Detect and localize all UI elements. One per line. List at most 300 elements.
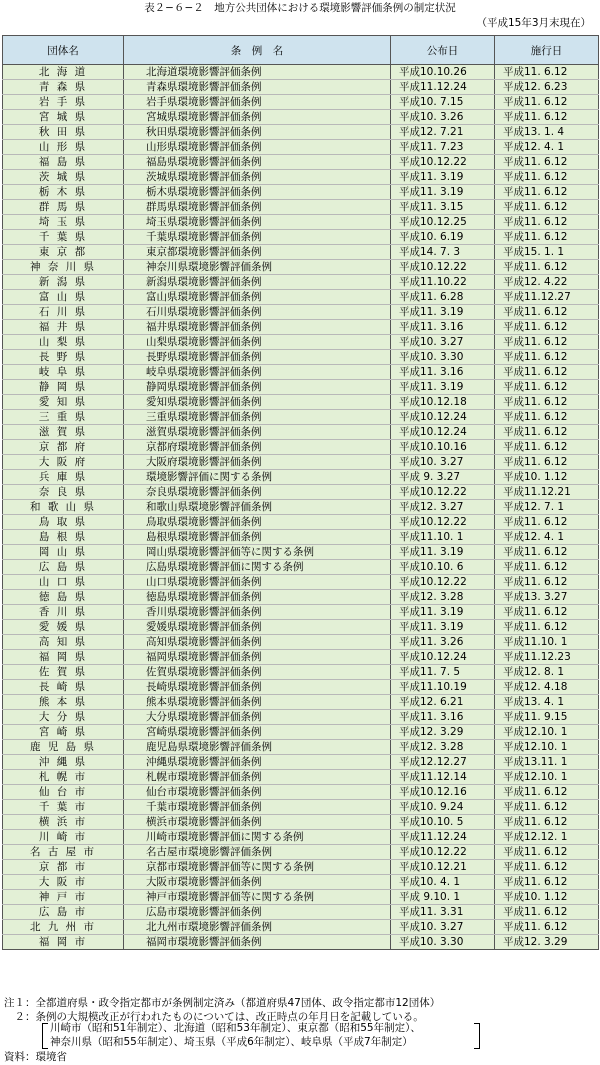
enforcement-date-cell: 平成12. 4.18 (495, 680, 599, 695)
ordinance-name-cell: 大分県環境影響評価条例 (124, 710, 391, 725)
entity-name-cell: 富 山 県 (3, 290, 124, 305)
table-row (3, 215, 599, 230)
entity-name-cell: 北 九 州 市 (3, 920, 124, 935)
enforcement-date-cell: 平成10. 1.12 (495, 470, 599, 485)
ordinance-name-cell: 奈良県環境影響評価条例 (124, 485, 391, 500)
column-header-entity: 団体名 (3, 36, 124, 65)
ordinance-name-cell: 沖縄県環境影響評価条例 (124, 755, 391, 770)
ordinance-name-cell: 富山県環境影響評価条例 (124, 290, 391, 305)
enforcement-date-cell: 平成11. 6.12 (495, 410, 599, 425)
ordinance-name-cell: 鳥取県環境影響評価条例 (124, 515, 391, 530)
enforcement-date-cell: 平成11. 6.12 (495, 185, 599, 200)
enforcement-date-cell: 平成11. 6.12 (495, 305, 599, 320)
entity-name-cell: 名 古 屋 市 (3, 845, 124, 860)
table-row (3, 665, 599, 680)
table-row (3, 605, 599, 620)
promulgation-date-cell: 平成10.12.22 (391, 260, 495, 275)
entity-name-cell: 京 都 市 (3, 860, 124, 875)
promulgation-date-cell: 平成10. 4. 1 (391, 875, 495, 890)
table-row (3, 365, 599, 380)
ordinance-name-cell: 新潟県環境影響評価条例 (124, 275, 391, 290)
promulgation-date-cell: 平成10. 3.27 (391, 920, 495, 935)
entity-name-cell: 島 根 県 (3, 530, 124, 545)
note-bracket (42, 1022, 480, 1049)
enforcement-date-cell: 平成11. 6.12 (495, 515, 599, 530)
enforcement-date-cell: 平成12. 7. 1 (495, 500, 599, 515)
ordinance-name-cell: 秋田県環境影響評価条例 (124, 125, 391, 140)
enforcement-date-cell: 平成11. 6.12 (495, 620, 599, 635)
entity-name-cell: 山 形 県 (3, 140, 124, 155)
enforcement-date-cell: 平成11. 6.12 (495, 365, 599, 380)
promulgation-date-cell: 平成12. 7.21 (391, 125, 495, 140)
entity-name-cell: 岐 阜 県 (3, 365, 124, 380)
ordinance-name-cell: 福井県環境影響評価条例 (124, 320, 391, 335)
enforcement-date-cell: 平成11. 6.12 (495, 785, 599, 800)
entity-name-cell: 横 浜 市 (3, 815, 124, 830)
entity-name-cell: 長 野 県 (3, 350, 124, 365)
table-row (3, 245, 599, 260)
table-row (3, 515, 599, 530)
table-row (3, 710, 599, 725)
enforcement-date-cell: 平成11. 6.12 (495, 395, 599, 410)
table-row (3, 725, 599, 740)
entity-name-cell: 神 奈 川 県 (3, 260, 124, 275)
ordinance-name-cell: 川崎市環境影響評価に関する条例 (124, 830, 391, 845)
entity-name-cell: 奈 良 県 (3, 485, 124, 500)
ordinance-name-cell: 札幌市環境影響評価条例 (124, 770, 391, 785)
entity-name-cell: 東 京 都 (3, 245, 124, 260)
promulgation-date-cell: 平成10.10. 5 (391, 815, 495, 830)
entity-name-cell: 三 重 県 (3, 410, 124, 425)
table-row (3, 155, 599, 170)
ordinance-name-cell: 熊本県環境影響評価条例 (124, 695, 391, 710)
table-row (3, 920, 599, 935)
promulgation-date-cell: 平成10. 3.27 (391, 455, 495, 470)
promulgation-date-cell: 平成11. 3.31 (391, 905, 495, 920)
ordinance-name-cell: 徳島県環境影響評価条例 (124, 590, 391, 605)
enforcement-date-cell: 平成11. 6.12 (495, 800, 599, 815)
table-row (3, 500, 599, 515)
table-row (3, 440, 599, 455)
source-note: 資料：環境省 (4, 1051, 67, 1063)
promulgation-date-cell: 平成11. 3.19 (391, 305, 495, 320)
promulgation-date-cell: 平成10. 3.26 (391, 110, 495, 125)
enforcement-date-cell: 平成11. 6.12 (495, 95, 599, 110)
table-row (3, 545, 599, 560)
enforcement-date-cell: 平成13. 3.27 (495, 590, 599, 605)
enforcement-date-cell: 平成12.12. 1 (495, 830, 599, 845)
table-row (3, 860, 599, 875)
promulgation-date-cell: 平成10.12.24 (391, 650, 495, 665)
entity-name-cell: 山 梨 県 (3, 335, 124, 350)
enforcement-date-cell: 平成11. 6.12 (495, 860, 599, 875)
entity-name-cell: 高 知 県 (3, 635, 124, 650)
enforcement-date-cell: 平成11.12.21 (495, 485, 599, 500)
enforcement-date-cell: 平成11. 6.12 (495, 455, 599, 470)
entity-name-cell: 大 阪 府 (3, 455, 124, 470)
ordinance-name-cell: 岡山県環境影響評価等に関する条例 (124, 545, 391, 560)
enforcement-date-cell: 平成10. 1.12 (495, 890, 599, 905)
table-row (3, 530, 599, 545)
enforcement-date-cell: 平成11.12.27 (495, 290, 599, 305)
ordinance-name-cell: 北海道環境影響評価条例 (124, 65, 391, 80)
table-row (3, 110, 599, 125)
table-row (3, 755, 599, 770)
ordinance-name-cell: 長野県環境影響評価条例 (124, 350, 391, 365)
promulgation-date-cell: 平成 9. 3.27 (391, 470, 495, 485)
enforcement-date-cell: 平成13. 4. 1 (495, 695, 599, 710)
promulgation-date-cell: 平成11. 3.19 (391, 620, 495, 635)
ordinance-name-cell: 和歌山県環境影響評価条例 (124, 500, 391, 515)
entity-name-cell: 和 歌 山 県 (3, 500, 124, 515)
entity-name-cell: 兵 庫 県 (3, 470, 124, 485)
table-row (3, 125, 599, 140)
note-1: 注１：全都道府県・政令指定都市が条例制定済み（都道府県47団体、政令指定都市12団体） (4, 997, 441, 1009)
entity-name-cell: 長 崎 県 (3, 680, 124, 695)
ordinance-name-cell: 栃木県環境影響評価条例 (124, 185, 391, 200)
enforcement-date-cell: 平成11. 6.12 (495, 155, 599, 170)
enforcement-date-cell: 平成11. 6.12 (495, 560, 599, 575)
ordinance-name-cell: 仙台市環境影響評価条例 (124, 785, 391, 800)
promulgation-date-cell: 平成10. 9.24 (391, 800, 495, 815)
left-bracket (42, 1023, 48, 1049)
promulgation-date-cell: 平成11.10.22 (391, 275, 495, 290)
table-row (3, 350, 599, 365)
entity-name-cell: 埼 玉 県 (3, 215, 124, 230)
ordinance-name-cell: 広島県環境影響評価に関する条例 (124, 560, 391, 575)
enforcement-date-cell: 平成11. 6.12 (495, 350, 599, 365)
entity-name-cell: 福 岡 県 (3, 650, 124, 665)
entity-name-cell: 大 分 県 (3, 710, 124, 725)
enforcement-date-cell: 平成11. 6.12 (495, 110, 599, 125)
promulgation-date-cell: 平成11. 3.16 (391, 320, 495, 335)
entity-name-cell: 香 川 県 (3, 605, 124, 620)
table-row (3, 455, 599, 470)
ordinance-name-cell: 青森県環境影響評価条例 (124, 80, 391, 95)
table-row (3, 380, 599, 395)
entity-name-cell: 広 島 市 (3, 905, 124, 920)
table-row (3, 905, 599, 920)
entity-name-cell: 鹿 児 島 県 (3, 740, 124, 755)
ordinance-name-cell: 長崎県環境影響評価条例 (124, 680, 391, 695)
enforcement-date-cell: 平成11. 6.12 (495, 905, 599, 920)
enforcement-date-cell: 平成11.12.23 (495, 650, 599, 665)
entity-name-cell: 川 崎 市 (3, 830, 124, 845)
ordinance-name-cell: 広島市環境影響評価条例 (124, 905, 391, 920)
entity-name-cell: 青 森 県 (3, 80, 124, 95)
promulgation-date-cell: 平成11.12.14 (391, 770, 495, 785)
table-row (3, 650, 599, 665)
entity-name-cell: 新 潟 県 (3, 275, 124, 290)
ordinance-name-cell: 東京都環境影響評価条例 (124, 245, 391, 260)
entity-name-cell: 神 戸 市 (3, 890, 124, 905)
promulgation-date-cell: 平成10.10.26 (391, 65, 495, 80)
table-body (3, 65, 599, 950)
table-row (3, 200, 599, 215)
promulgation-date-cell: 平成12.12.27 (391, 755, 495, 770)
table-row (3, 170, 599, 185)
entity-name-cell: 静 岡 県 (3, 380, 124, 395)
entity-name-cell: 岡 山 県 (3, 545, 124, 560)
enforcement-date-cell: 平成11. 6.12 (495, 335, 599, 350)
enforcement-date-cell: 平成12. 4.22 (495, 275, 599, 290)
table-row (3, 770, 599, 785)
entity-name-cell: 宮 崎 県 (3, 725, 124, 740)
ordinance-name-cell: 愛媛県環境影響評価条例 (124, 620, 391, 635)
ordinance-name-cell: 京都府環境影響評価条例 (124, 440, 391, 455)
enforcement-date-cell: 平成11. 6.12 (495, 380, 599, 395)
entity-name-cell: 岩 手 県 (3, 95, 124, 110)
promulgation-date-cell: 平成10. 7.15 (391, 95, 495, 110)
ordinance-name-cell: 山梨県環境影響評価条例 (124, 335, 391, 350)
ordinance-name-cell: 埼玉県環境影響評価条例 (124, 215, 391, 230)
entity-name-cell: 茨 城 県 (3, 170, 124, 185)
table-row (3, 80, 599, 95)
entity-name-cell: 熊 本 県 (3, 695, 124, 710)
table-row (3, 320, 599, 335)
entity-name-cell: 愛 知 県 (3, 395, 124, 410)
table-row (3, 890, 599, 905)
promulgation-date-cell: 平成11. 3.16 (391, 710, 495, 725)
table-row (3, 680, 599, 695)
promulgation-date-cell: 平成 9.10. 1 (391, 890, 495, 905)
entity-name-cell: 大 阪 市 (3, 875, 124, 890)
promulgation-date-cell: 平成12. 6.21 (391, 695, 495, 710)
promulgation-date-cell: 平成10.10. 6 (391, 560, 495, 575)
promulgation-date-cell: 平成11. 3.19 (391, 185, 495, 200)
enforcement-date-cell: 平成11. 6.12 (495, 815, 599, 830)
promulgation-date-cell: 平成10.12.21 (391, 860, 495, 875)
enforcement-date-cell: 平成13.11. 1 (495, 755, 599, 770)
enforcement-date-cell: 平成11. 6.12 (495, 215, 599, 230)
enforcement-date-cell: 平成11. 6.12 (495, 920, 599, 935)
promulgation-date-cell: 平成11.10. 1 (391, 530, 495, 545)
promulgation-date-cell: 平成10. 3.27 (391, 335, 495, 350)
enforcement-date-cell: 平成11. 6.12 (495, 545, 599, 560)
table-title: 表２−６−２ 地方公共団体における環境影響評価条例の制定状況 (144, 2, 456, 14)
enforcement-date-cell: 平成11. 6.12 (495, 230, 599, 245)
ordinance-name-cell: 千葉県環境影響評価条例 (124, 230, 391, 245)
ordinance-name-cell: 愛知県環境影響評価条例 (124, 395, 391, 410)
enforcement-date-cell: 平成11.10. 1 (495, 635, 599, 650)
enforcement-date-cell: 平成11. 6.12 (495, 875, 599, 890)
enforcement-date-cell: 平成12.10. 1 (495, 740, 599, 755)
table-row (3, 305, 599, 320)
entity-name-cell: 佐 賀 県 (3, 665, 124, 680)
promulgation-date-cell: 平成10. 3.30 (391, 350, 495, 365)
entity-name-cell: 愛 媛 県 (3, 620, 124, 635)
table-row (3, 590, 599, 605)
enforcement-date-cell: 平成15. 1. 1 (495, 245, 599, 260)
table-row (3, 635, 599, 650)
ordinance-name-cell: 静岡県環境影響評価条例 (124, 380, 391, 395)
promulgation-date-cell: 平成10.12.24 (391, 425, 495, 440)
promulgation-date-cell: 平成10.12.22 (391, 485, 495, 500)
ordinance-name-cell: 宮城県環境影響評価条例 (124, 110, 391, 125)
ordinance-name-cell: 神奈川県環境影響評価条例 (124, 260, 391, 275)
enforcement-date-cell: 平成11. 9.15 (495, 710, 599, 725)
ordinance-name-cell: 福岡県環境影響評価条例 (124, 650, 391, 665)
ordinance-name-cell: 神戸市環境影響評価等に関する条例 (124, 890, 391, 905)
ordinance-name-cell: 福岡市環境影響評価条例 (124, 935, 391, 950)
promulgation-date-cell: 平成11. 3.19 (391, 605, 495, 620)
table-row (3, 260, 599, 275)
table-row (3, 95, 599, 110)
entity-name-cell: 山 口 県 (3, 575, 124, 590)
promulgation-date-cell: 平成10.12.22 (391, 575, 495, 590)
notes (4, 996, 598, 1024)
enforcement-date-cell: 平成11. 6.12 (495, 575, 599, 590)
promulgation-date-cell: 平成12. 3.27 (391, 500, 495, 515)
ordinance-table (2, 35, 599, 950)
promulgation-date-cell: 平成10.12.22 (391, 515, 495, 530)
table-row (3, 830, 599, 845)
table-row (3, 65, 599, 80)
promulgation-date-cell: 平成10.12.18 (391, 395, 495, 410)
entity-name-cell: 札 幌 市 (3, 770, 124, 785)
promulgation-date-cell: 平成11. 3.26 (391, 635, 495, 650)
ordinance-name-cell: 石川県環境影響評価条例 (124, 305, 391, 320)
column-header-promulgation-date: 公布日 (391, 36, 495, 65)
promulgation-date-cell: 平成11. 3.19 (391, 545, 495, 560)
column-header-enforcement-date: 施行日 (495, 36, 599, 65)
ordinance-name-cell: 岐阜県環境影響評価条例 (124, 365, 391, 380)
entity-name-cell: 仙 台 市 (3, 785, 124, 800)
table-row (3, 275, 599, 290)
right-bracket (474, 1023, 480, 1049)
enforcement-date-cell: 平成11. 6.12 (495, 200, 599, 215)
table-row (3, 575, 599, 590)
ordinance-name-cell: 高知県環境影響評価条例 (124, 635, 391, 650)
ordinance-name-cell: 大阪府環境影響評価条例 (124, 455, 391, 470)
promulgation-date-cell: 平成10.12.22 (391, 155, 495, 170)
entity-name-cell: 福 井 県 (3, 320, 124, 335)
entity-name-cell: 秋 田 県 (3, 125, 124, 140)
table-row (3, 470, 599, 485)
table-row (3, 845, 599, 860)
table-row (3, 935, 599, 950)
table-row (3, 290, 599, 305)
promulgation-date-cell: 平成11. 3.16 (391, 365, 495, 380)
promulgation-date-cell: 平成10.10.16 (391, 440, 495, 455)
ordinance-name-cell: 茨城県環境影響評価条例 (124, 170, 391, 185)
note-bracket-line-2: 神奈川県（昭和55年制定）、埼玉県（平成6年制定）、岐阜県（平成7年制定） (50, 1035, 413, 1048)
enforcement-date-cell: 平成12.10. 1 (495, 770, 599, 785)
promulgation-date-cell: 平成11. 6.28 (391, 290, 495, 305)
promulgation-date-cell: 平成12. 3.28 (391, 740, 495, 755)
table-row (3, 875, 599, 890)
ordinance-name-cell: 大阪市環境影響評価条例 (124, 875, 391, 890)
table-row (3, 140, 599, 155)
table-row (3, 335, 599, 350)
note-2: ２：条例の大規模改正が行われたものについては、改正時点の年月日を記載している。 (4, 1011, 424, 1023)
entity-name-cell: 石 川 県 (3, 305, 124, 320)
table-row (3, 425, 599, 440)
promulgation-date-cell: 平成10.12.24 (391, 410, 495, 425)
entity-name-cell: 滋 賀 県 (3, 425, 124, 440)
ordinance-name-cell: 福島県環境影響評価条例 (124, 155, 391, 170)
table-row (3, 815, 599, 830)
entity-name-cell: 千 葉 県 (3, 230, 124, 245)
promulgation-date-cell: 平成10.12.25 (391, 215, 495, 230)
ordinance-name-cell: 名古屋市環境影響評価条例 (124, 845, 391, 860)
entity-name-cell: 福 島 県 (3, 155, 124, 170)
entity-name-cell: 沖 縄 県 (3, 755, 124, 770)
enforcement-date-cell: 平成11. 6.12 (495, 170, 599, 185)
table-row (3, 800, 599, 815)
enforcement-date-cell: 平成11. 6.12 (495, 440, 599, 455)
table-row (3, 740, 599, 755)
table-row (3, 395, 599, 410)
ordinance-name-cell: 鹿児島県環境影響評価条例 (124, 740, 391, 755)
table-row (3, 185, 599, 200)
ordinance-name-cell: 島根県環境影響評価条例 (124, 530, 391, 545)
ordinance-name-cell: 宮崎県環境影響評価条例 (124, 725, 391, 740)
enforcement-date-cell: 平成11. 6.12 (495, 845, 599, 860)
entity-name-cell: 千 葉 市 (3, 800, 124, 815)
promulgation-date-cell: 平成12. 3.29 (391, 725, 495, 740)
entity-name-cell: 宮 城 県 (3, 110, 124, 125)
promulgation-date-cell: 平成11. 7. 5 (391, 665, 495, 680)
enforcement-date-cell: 平成12.10. 1 (495, 725, 599, 740)
promulgation-date-cell: 平成10.12.16 (391, 785, 495, 800)
entity-name-cell: 福 岡 市 (3, 935, 124, 950)
ordinance-name-cell: 滋賀県環境影響評価条例 (124, 425, 391, 440)
ordinance-name-cell: 香川県環境影響評価条例 (124, 605, 391, 620)
entity-name-cell: 広 島 県 (3, 560, 124, 575)
entity-name-cell: 徳 島 県 (3, 590, 124, 605)
ordinance-name-cell: 群馬県環境影響評価条例 (124, 200, 391, 215)
ordinance-name-cell: 佐賀県環境影響評価条例 (124, 665, 391, 680)
ordinance-name-cell: 京都市環境影響評価等に関する条例 (124, 860, 391, 875)
promulgation-date-cell: 平成10.12.22 (391, 845, 495, 860)
promulgation-date-cell: 平成11.12.24 (391, 80, 495, 95)
promulgation-date-cell: 平成11.12.24 (391, 830, 495, 845)
enforcement-date-cell: 平成12. 8. 1 (495, 665, 599, 680)
promulgation-date-cell: 平成11.10.19 (391, 680, 495, 695)
enforcement-date-cell: 平成12. 4. 1 (495, 140, 599, 155)
enforcement-date-cell: 平成12. 4. 1 (495, 530, 599, 545)
entity-name-cell: 栃 木 県 (3, 185, 124, 200)
enforcement-date-cell: 平成12. 6.23 (495, 80, 599, 95)
table-row (3, 560, 599, 575)
enforcement-date-cell: 平成11. 6.12 (495, 605, 599, 620)
promulgation-date-cell: 平成11. 3.19 (391, 170, 495, 185)
ordinance-name-cell: 環境影響評価に関する条例 (124, 470, 391, 485)
ordinance-name-cell: 北九州市環境影響評価条例 (124, 920, 391, 935)
as-of-date: （平成15年3月末現在） (476, 17, 591, 29)
enforcement-date-cell: 平成11. 6.12 (495, 65, 599, 80)
promulgation-date-cell: 平成10. 3.30 (391, 935, 495, 950)
table-row (3, 620, 599, 635)
entity-name-cell: 北 海 道 (3, 65, 124, 80)
table-header-row (3, 36, 599, 65)
ordinance-name-cell: 千葉市環境影響評価条例 (124, 800, 391, 815)
table-row (3, 230, 599, 245)
ordinance-name-cell: 山口県環境影響評価条例 (124, 575, 391, 590)
promulgation-date-cell: 平成10. 6.19 (391, 230, 495, 245)
column-header-ordinance: 条 例 名 (124, 36, 391, 65)
enforcement-date-cell: 平成13. 1. 4 (495, 125, 599, 140)
table-row (3, 410, 599, 425)
entity-name-cell: 京 都 府 (3, 440, 124, 455)
enforcement-date-cell: 平成12. 3.29 (495, 935, 599, 950)
ordinance-name-cell: 山形県環境影響評価条例 (124, 140, 391, 155)
ordinance-name-cell: 三重県環境影響評価条例 (124, 410, 391, 425)
table-row (3, 485, 599, 500)
promulgation-date-cell: 平成12. 3.28 (391, 590, 495, 605)
ordinance-name-cell: 岩手県環境影響評価条例 (124, 95, 391, 110)
